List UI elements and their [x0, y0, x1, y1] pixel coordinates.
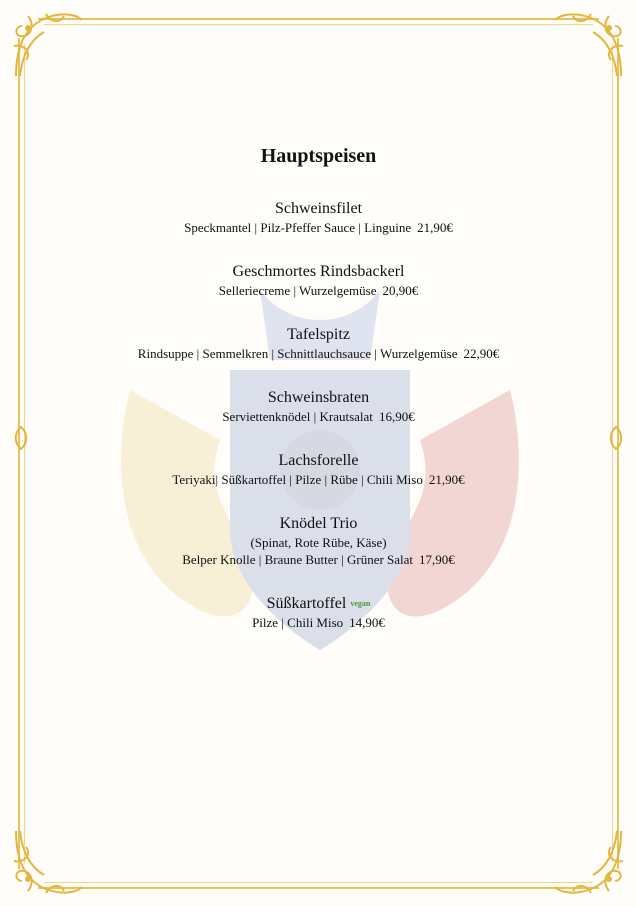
dish-description — [40, 614, 597, 631]
dish-description — [40, 551, 597, 568]
frame-right — [617, 38, 619, 869]
frame-left — [18, 38, 20, 869]
dish-name: Schweinsbraten — [267, 389, 370, 406]
side-ornament-icon — [605, 425, 627, 451]
dish-description — [40, 345, 597, 362]
dish-desc-text: Pilze | Chili Miso — [252, 615, 344, 631]
dish-price: 20,90€ — [382, 283, 419, 298]
frame-inner-top — [44, 24, 593, 25]
dish-description — [40, 282, 597, 299]
dish-desc-text: Teriyaki| Süßkartoffel | Pilze | Rübe | Chili Miso — [172, 472, 423, 487]
dish-description — [40, 471, 597, 488]
dish-name — [40, 594, 597, 614]
dish-subtitle: (Spinat, Rote Rübe, Käse) — [250, 535, 387, 550]
corner-ornament-icon — [551, 6, 631, 86]
frame-inner-bottom — [44, 882, 593, 883]
dish-name: Schweinsfilet — [274, 200, 363, 217]
dish-price: 14,90€ — [349, 615, 385, 631]
dish-desc-text: Selleriecreme | Wurzelgemüse — [218, 283, 377, 298]
dish-description — [40, 219, 597, 236]
corner-ornament-icon — [6, 821, 86, 901]
side-ornament-icon — [10, 425, 32, 451]
corner-ornament-icon — [551, 821, 631, 901]
menu-item — [40, 325, 597, 362]
dish-desc-text: Belper Knolle | Braune Butter | Grüner Salat — [182, 552, 414, 567]
dish-price: 17,90€ — [419, 552, 455, 567]
frame-bottom — [38, 887, 599, 889]
menu-content — [40, 143, 597, 657]
menu-item — [40, 199, 597, 236]
dish-price: 21,90€ — [417, 220, 453, 235]
dish-price: 22,90€ — [463, 346, 500, 361]
dish-name-text: Süßkartoffel — [266, 595, 347, 612]
dish-price: 16,90€ — [378, 409, 415, 424]
frame-inner-left — [24, 44, 25, 863]
menu-title: Hauptspeisen — [260, 145, 377, 167]
dish-name: Tafelspitz — [287, 326, 350, 343]
menu-item — [40, 594, 597, 631]
dish-desc-text: Serviettenknödel | Krautsalat — [222, 409, 373, 424]
dish-desc-text: Rindsuppe | Semmelkren | Schnittlauchsauce | Wurzelgemüse — [137, 346, 458, 361]
vegan-badge: vegan — [350, 599, 371, 609]
menu-item — [40, 514, 597, 568]
dish-name: Geschmortes Rindsbackerl — [232, 263, 405, 280]
dish-price: 21,90€ — [428, 472, 465, 487]
corner-ornament-icon — [6, 6, 86, 86]
menu-item — [40, 262, 597, 299]
dish-desc-text: Speckmantel | Pilz-Pfeffer Sauce | Linguine — [184, 220, 412, 235]
frame-inner-right — [612, 44, 613, 863]
menu-item — [40, 388, 597, 425]
menu-item — [40, 451, 597, 488]
dish-description — [40, 408, 597, 425]
dish-name: Lachsforelle — [278, 452, 359, 469]
frame-top — [38, 18, 599, 20]
dish-name: Knödel Trio — [279, 515, 358, 532]
